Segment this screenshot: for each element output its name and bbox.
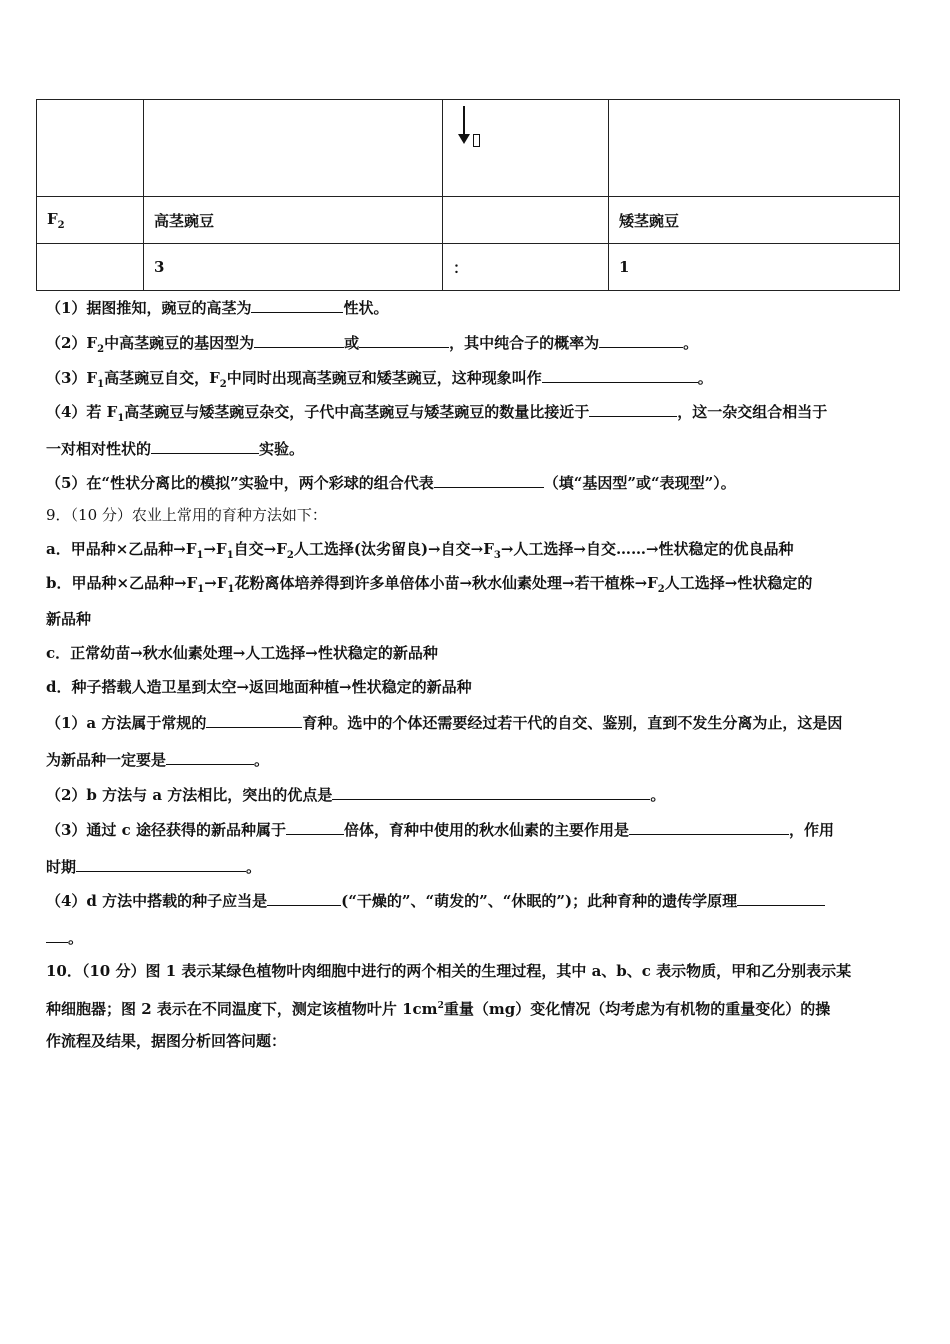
q8-item-5: （5）在“性状分离比的模拟”实验中，两个彩球的组合代表 （填“基因型”或“表现型”）。 [46, 471, 916, 493]
table-row [37, 100, 900, 197]
cross-table [36, 99, 900, 291]
q9-method-b-cont: 新品种 [46, 610, 92, 628]
q10-line-1: 10．（10 分）图 1 表示某绿色植物叶肉细胞中进行的两个相关的生理过程，其中 a、b、c 表示物质，甲和乙分别表示某 [46, 962, 852, 980]
answer-blank[interactable] [76, 855, 246, 872]
down-arrow-icon [457, 106, 471, 146]
answer-blank[interactable] [267, 889, 341, 906]
q8-item-3: $(3)F_1$高茎豌豆自交，$F_2$中同时出现高茎豌豆和矮茎豌豆，这种现象叫作 。 [46, 366, 916, 395]
answer-blank[interactable] [599, 331, 683, 348]
answer-blank[interactable] [542, 366, 698, 383]
q9-item-1-cont: 为新品种一定要是 。 [46, 748, 916, 770]
tall-pea-cell: 高茎豌豆 [144, 197, 443, 244]
answer-blank[interactable] [434, 471, 544, 488]
q9-method-d: d．种子搭载人造卫星到太空→返回地面种植→性状稳定的新品种 [46, 678, 472, 696]
answer-blank[interactable] [251, 296, 343, 313]
answer-blank[interactable] [589, 400, 677, 417]
q8-item-1: （1）据图推知，豌豆的高茎为 性状。 [46, 296, 916, 318]
answer-blank[interactable] [206, 711, 302, 728]
q8-item-2: $(2)F_2$中高茎豌豆的基因型为 或 ，其中纯合子的概率为 。 [46, 331, 916, 360]
q9-item-2: （2）b 方法与 a 方法相比，突出的优点是 。 [46, 783, 916, 805]
q9-method-b: b．甲品种×乙品种$\to F_1\to F_1$花粉离体培养得到许多单倍体小苗→秋水仙素处理→若干植株$\to F_2$人工选择→性状稳定的 [46, 574, 813, 595]
ratio-left: 3 [144, 244, 443, 291]
answer-blank[interactable] [46, 926, 68, 943]
q9-item-3: （3）通过 c 途径获得的新品种属于 倍体，育种中使用的秋水仙素的主要作用是 ，作用 [46, 818, 916, 840]
q8-item-4-cont: 一对相对性状的 实验。 [46, 437, 916, 459]
table-row [37, 244, 900, 291]
box-glyph-icon [473, 134, 480, 147]
q10-line-3: 作流程及结果，据图分析回答问题： [46, 1032, 287, 1050]
answer-blank[interactable] [332, 783, 650, 800]
q9-heading: 9．（10 分）农业上常用的育种方法如下： [46, 506, 327, 524]
q9-method-a: a．甲品种×乙品种$\to F_1\to F_1$自交$\to F_2$人工选择(汰劣留良)→自交$\to F_3\to$人工选择→自交……→性状稳定的优良品种 [46, 540, 794, 561]
ratio-right: 1 [609, 244, 900, 291]
answer-blank[interactable] [359, 331, 449, 348]
q10-line-2: 种细胞器；图 2 表示在不同温度下，测定该植物叶片 $1cm^2$重量（mg）变化情况（均考虑为有机物的重量变化）的操 [46, 1000, 831, 1018]
answer-blank[interactable] [286, 818, 344, 835]
q9-item-3-cont: 时期 。 [46, 855, 916, 877]
generation-label: $F_2$ [37, 197, 144, 244]
q8-item-4: （4）若 $F_1$高茎豌豆与矮茎豌豆杂交，子代中高茎豌豆与矮茎豌豆的数量比接近于 ，这一杂交组合相当于 [46, 400, 916, 429]
answer-blank[interactable] [166, 748, 254, 765]
answer-blank[interactable] [254, 331, 344, 348]
ratio-colon: ： [443, 244, 609, 291]
q9-item-4: （4）d 方法中搭载的种子应当是 (“干燥的”、“萌发的”、“休眠的”)；此种育种的遗传学原理 [46, 889, 916, 911]
q9-method-c: c．正常幼苗→秋水仙素处理→人工选择→性状稳定的新品种 [46, 644, 438, 662]
q9-item-1: （1）a 方法属于常规的 育种。选中的个体还需要经过若干代的自交、鉴别，直到不发生分离为止，这是因 [46, 711, 916, 733]
answer-blank[interactable] [737, 889, 825, 906]
q9-item-4-cont: 。 [46, 926, 916, 948]
short-pea-cell: 矮茎豌豆 [609, 197, 900, 244]
answer-blank[interactable] [629, 818, 789, 835]
arrow-cell [443, 100, 609, 197]
answer-blank[interactable] [151, 437, 259, 454]
table-row [37, 197, 900, 244]
